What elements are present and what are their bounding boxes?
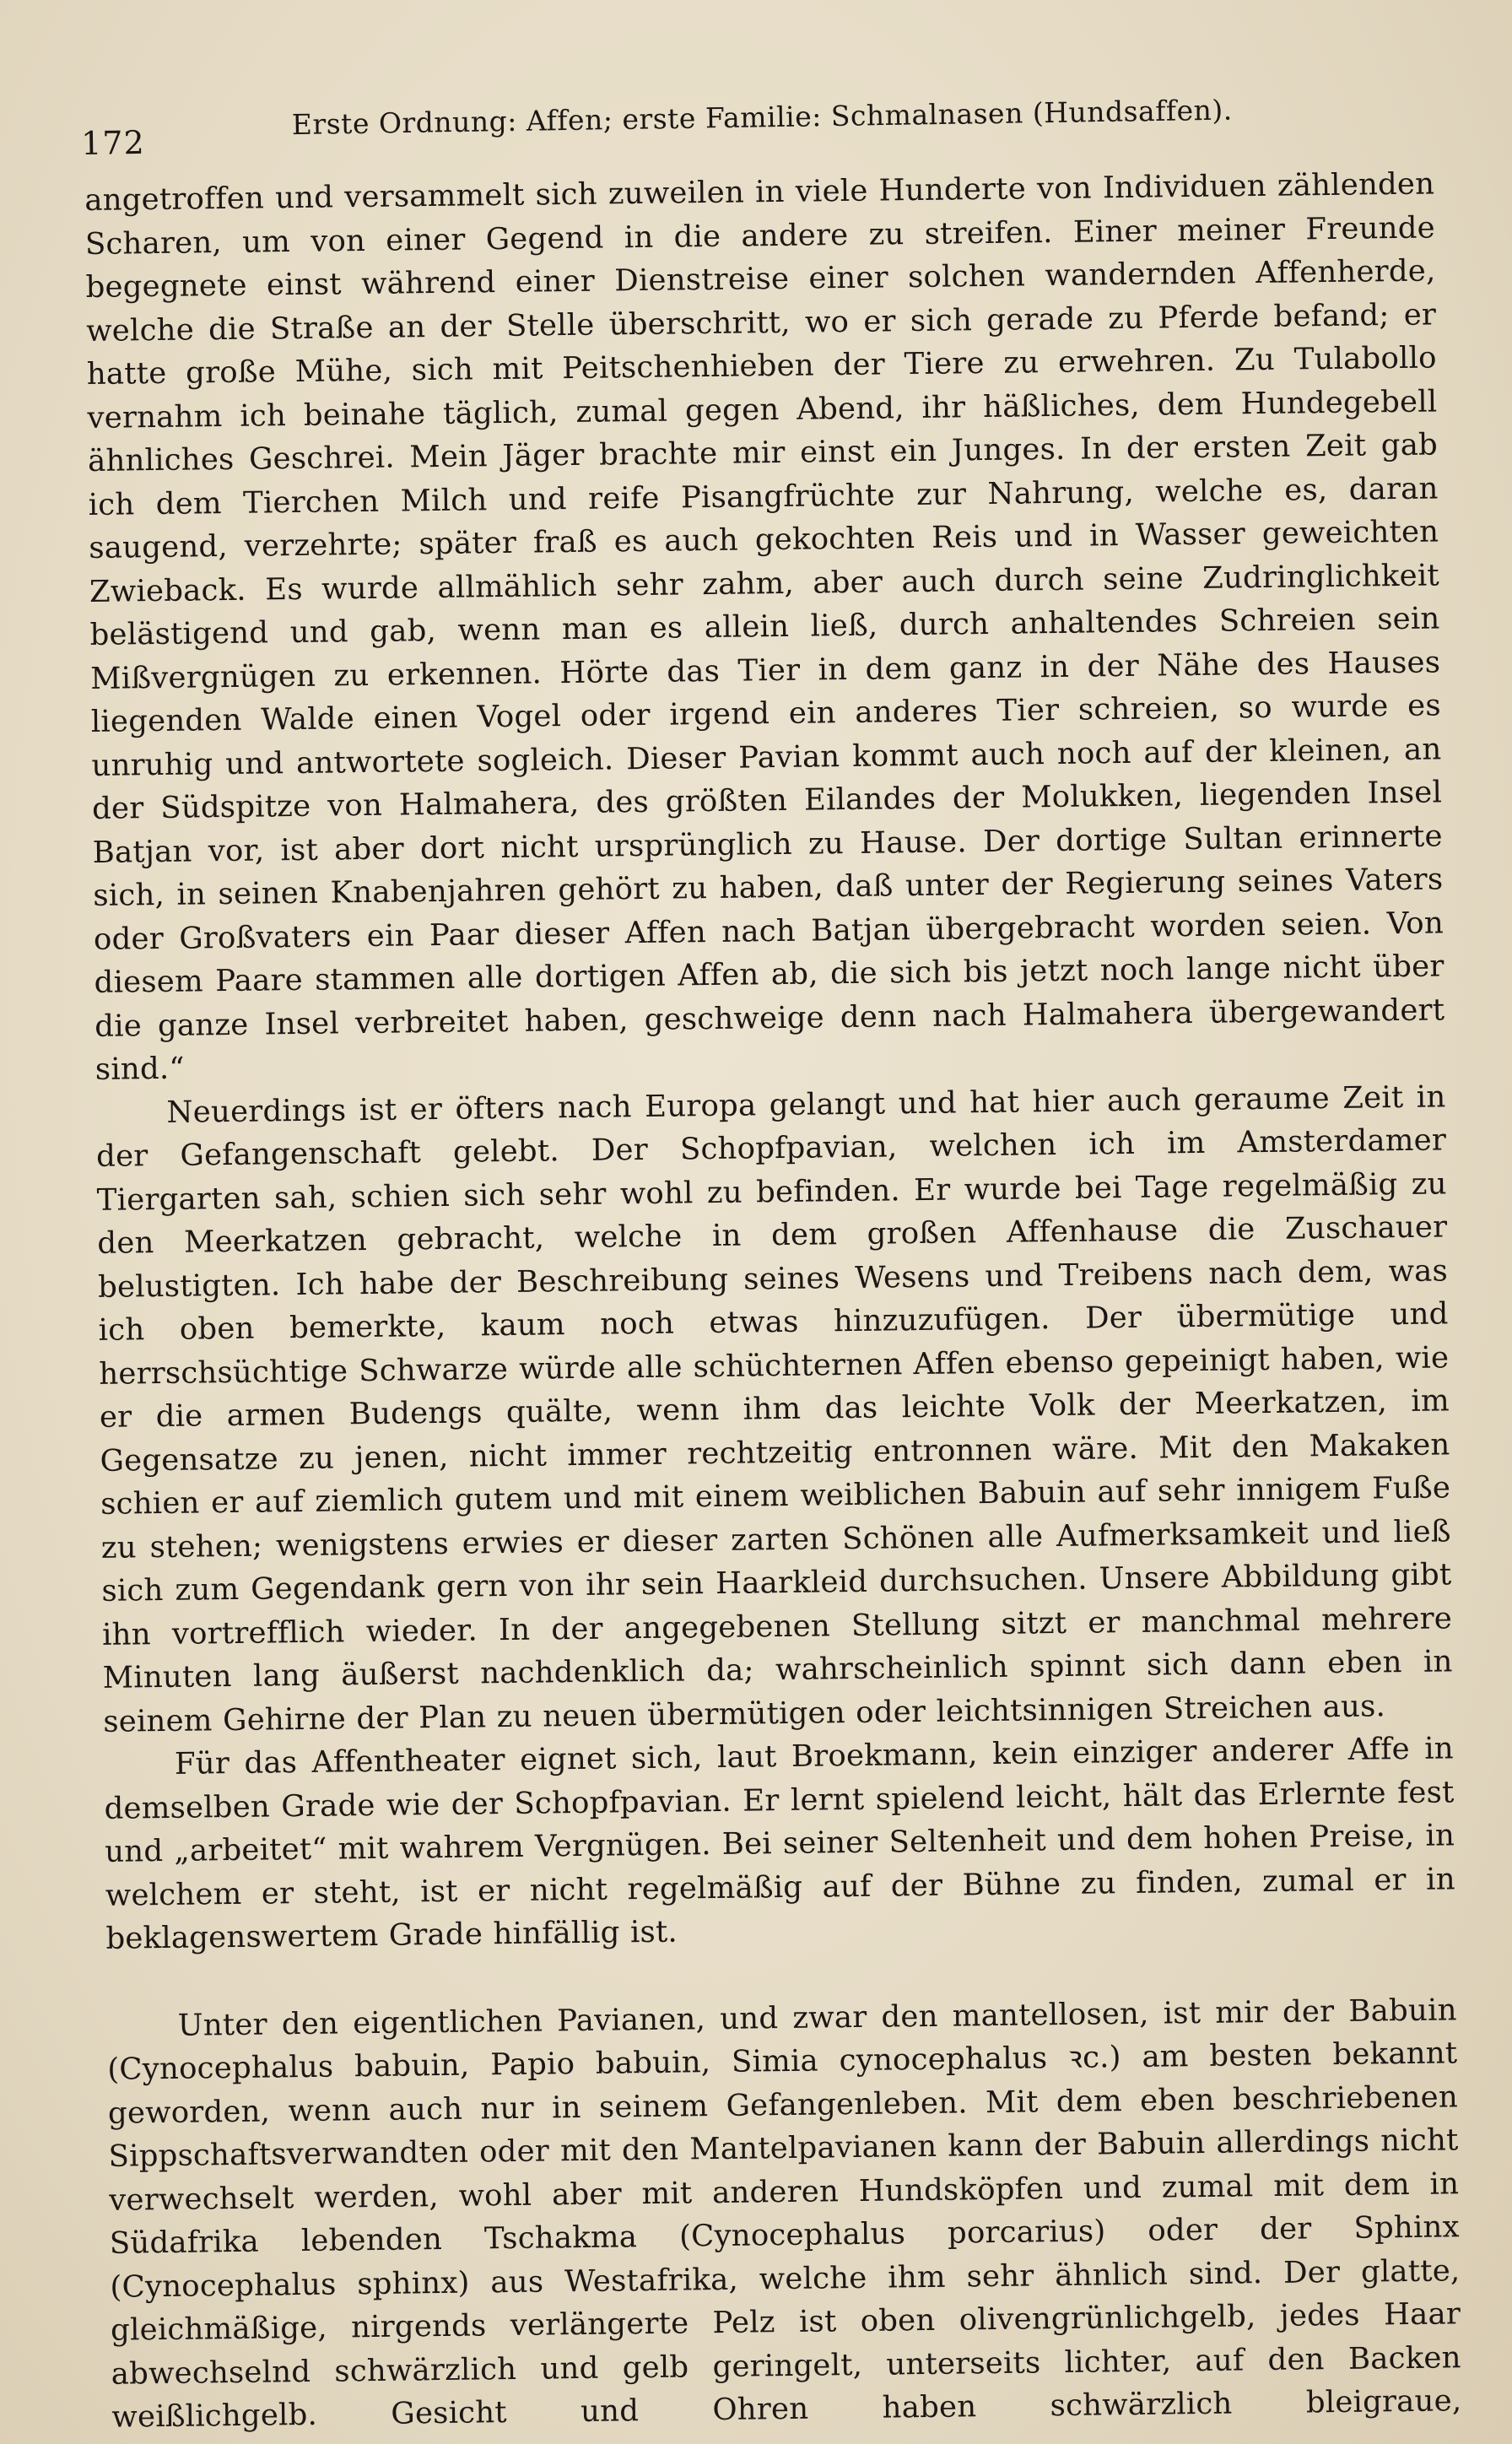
body-text	[84, 162, 1462, 2439]
running-head: Erste Ordnung: Affen; erste Familie: Schmalnasen (Hundsaffen).	[291, 93, 1234, 142]
page-header	[80, 84, 1234, 169]
paragraph-babuin: Unter den eigentlichen Pavianen, und zwar den mantellosen, ist mir der Babuin (Cynocephalus babuin, Papio babuin, Simia cynocephalus ꝛc.) am besten bekannt geworden, wenn auch nur in seinem Gefangenleben. Mit dem eben beschriebenen Sippschaftsverwandten oder mit den Mantelpavianen kann der Babuin allerdings nicht verwechselt werden, wohl aber mit anderen Hundsköpfen und zumal mit dem in Südafrika lebenden Tschakma (Cynocephalus porcarius) oder der Sphinx (Cynocephalus sphinx) aus Westafrika, welche ihm sehr ähnlich sind. Der glatte, gleichmäßige, nirgends verlängerte Pelz ist oben olivengrünlichgelb, jedes Haar abwechselnd schwärzlich und gelb geringelt, unterseits lichter, auf den Backen weißlichgelb. Gesicht und Ohren haben schwärzlich bleigraue,	[107, 1992, 1462, 2435]
paragraph-captivity: Neuerdings ist er öfters nach Europa gelangt und hat hier auch geraume Zeit in der Gefangenschaft gelebt. Der Schopfpavian, welchen ich im Amsterdamer Tiergarten sah, schien sich sehr wohl zu befinden. Er wurde bei Tage regelmäßig zu den Meerkatzen gebracht, welche in dem großen Affenhause die Zuschauer belustigten. Ich habe der Beschreibung seines Wesens und Treibens nach dem, was ich oben bemerkte, kaum noch etwas hinzuzufügen. Der übermütige und herrschsüchtige Schwarze würde alle schüchternen Affen ebenso gepeinigt haben, wie er die armen Budengs quälte, wenn ihm das leichte Volk der Meerkatzen, im Gegensatze zu jenen, nicht immer rechtzeitig entronnen wäre. Mit den Makaken schien er auf ziemlich gutem und mit einem weiblichen Babuin auf sehr innigem Fuße zu stehen; wenigstens erwies er dieser zarten Schönen alle Aufmerksamkeit und ließ sich zum Gegendank gern von ihr sein Haarkleid durchsuchen. Unsere Abbildung gibt ihn vortrefflich wieder. In der angegebenen Stellung sitzt er manchmal mehrere Minuten lang äußerst nachdenklich da; wahrscheinlich spinnt sich dann eben in seinem Gehirne der Plan zu neuen übermütigen oder leichtsinnigen Streichen aus.	[95, 1079, 1453, 1739]
paragraph-theater: Für das Affentheater eignet sich, laut Broekmann, kein einziger anderer Affe in demselben Grade wie der Schopfpavian. Er lernt spielend leicht, hält das Erlernte fest und „arbeitet“ mit wahrem Vergnügen. Bei seiner Seltenheit und dem hohen Preise, in welchem er steht, ist er nicht regelmäßig auf der Bühne zu finden, zumal er in beklagenswertem Grade hinfällig ist.	[104, 1731, 1455, 1956]
paragraph-continuation: angetroffen und versammelt sich zuweilen in viele Hunderte von Individuen zählenden Scharen, um von einer Gegend in die andere zu streifen. Einer meiner Freunde begegnete einst während einer Dienstreise einer solchen wandernden Affenherde, welche die Straße an der Stelle überschritt, wo er sich gerade zu Pferde befand; er hatte große Mühe, sich mit Peitschenhieben der Tiere zu erwehren. Zu Tulabollo vernahm ich beinahe täglich, zumal gegen Abend, ihr häßliches, dem Hundegebell ähnliches Geschrei. Mein Jäger brachte mir einst ein Junges. In der ersten Zeit gab ich dem Tierchen Milch und reife Pisangfrüchte zur Nahrung, welche es, daran saugend, verzehrte; später fraß es auch gekochten Reis und in Wasser geweichten Zwieback. Es wurde allmählich sehr zahm, aber auch durch seine Zudringlichkeit belästigend und gab, wenn man es allein ließ, durch anhaltendes Schreien sein Mißvergnügen zu erkennen. Hörte das Tier in dem ganz in der Nähe des Hauses liegenden Walde einen Vogel oder irgend ein anderes Tier schreien, so wurde es unruhig und antwortete sogleich. Dieser Pavian kommt auch noch auf der kleinen, an der Südspitze von Halmahera, des größten Eilandes der Molukken, liegenden Insel Batjan vor, ist aber dort nicht ursprünglich zu Hause. Der dortige Sultan erinnerte sich, in seinen Knabenjahren gehört zu haben, daß unter der Regierung seines Vaters oder Großvaters ein Paar dieser Affen nach Batjan übergebracht worden seien. Von diesem Paare stammen alle dortigen Affen ab, die sich bis jetzt noch lange nicht über die ganze Insel verbreitet haben, geschweige denn nach Halmahera übergewandert sind.“	[84, 166, 1445, 1087]
page-number: 172	[80, 123, 146, 162]
